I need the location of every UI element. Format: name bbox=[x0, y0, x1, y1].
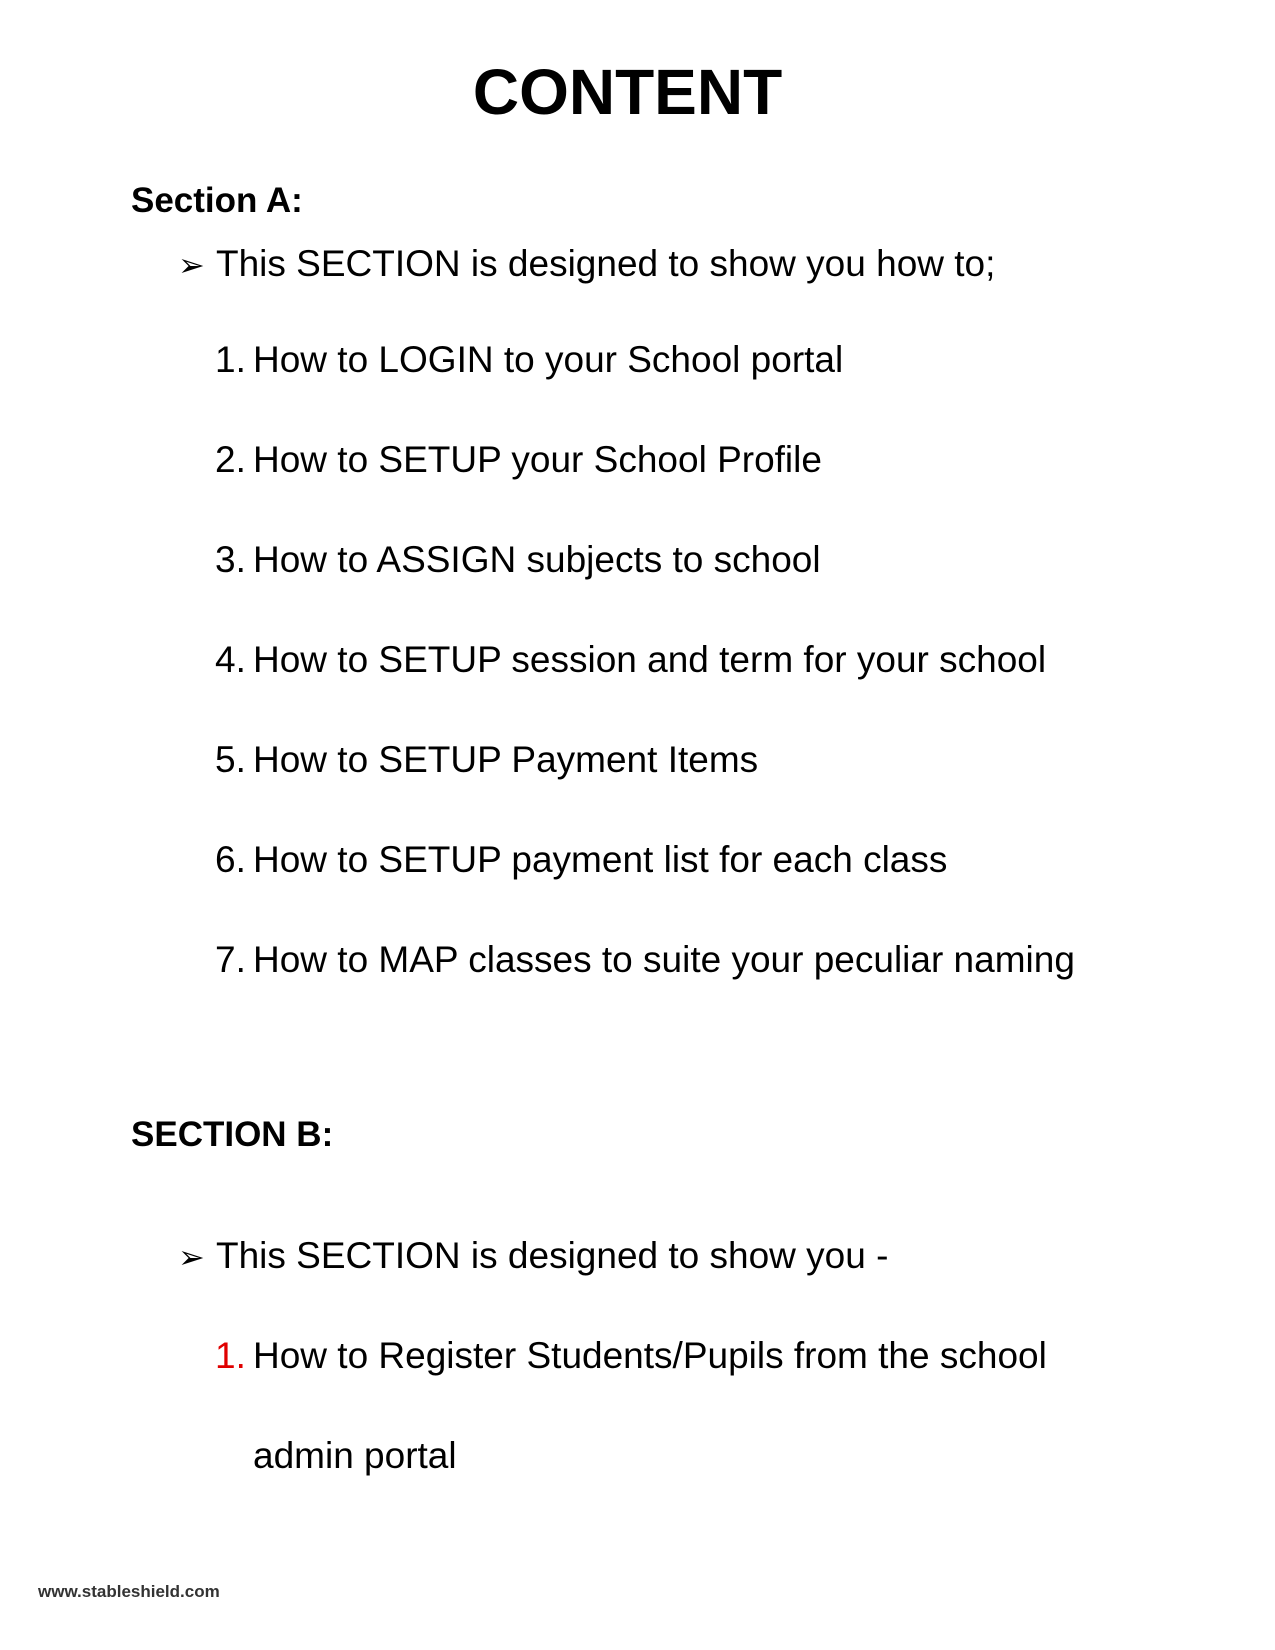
list-item-number: 6. bbox=[215, 839, 246, 880]
list-item-text: How to SETUP your School Profile bbox=[253, 439, 822, 480]
list-item-text: How to SETUP payment list for each class bbox=[253, 839, 948, 880]
list-item-text: How to SETUP Payment Items bbox=[253, 739, 759, 780]
list-item-number: 1. bbox=[215, 1335, 246, 1376]
list-item-number: 4. bbox=[215, 639, 246, 680]
section-b-intro-text: This SECTION is designed to show you - bbox=[216, 1235, 889, 1276]
list-item-number: 3. bbox=[215, 539, 246, 580]
list-item-number: 2. bbox=[215, 439, 246, 480]
list-item-text: How to Register Students/Pupils from the school bbox=[253, 1335, 1047, 1376]
list-item-number: 5. bbox=[215, 739, 246, 780]
list-item-text: How to LOGIN to your School portal bbox=[253, 339, 844, 380]
list-item bbox=[215, 837, 947, 883]
list-item-number: 7. bbox=[215, 939, 246, 980]
list-item bbox=[215, 637, 1046, 683]
section-a-intro bbox=[178, 241, 995, 288]
list-item-text: How to ASSIGN subjects to school bbox=[253, 539, 821, 580]
section-b-intro bbox=[178, 1233, 888, 1280]
list-item-continuation: admin portal bbox=[253, 1435, 457, 1476]
list-item bbox=[215, 537, 821, 583]
list-item-text: How to MAP classes to suite your peculiar naming bbox=[253, 939, 1075, 980]
list-item-number: 1. bbox=[215, 339, 246, 380]
page-title: CONTENT bbox=[472, 56, 783, 128]
list-item bbox=[215, 937, 1075, 983]
section-a-intro-text: This SECTION is designed to show you how to; bbox=[216, 243, 996, 284]
list-item bbox=[215, 337, 843, 383]
list-item-text: How to SETUP session and term for your school bbox=[253, 639, 1047, 680]
section-a-heading: Section A: bbox=[131, 181, 303, 220]
arrow-bullet-icon: ➢ bbox=[178, 247, 205, 283]
footer-website: www.stableshield.com bbox=[38, 1582, 220, 1601]
arrow-bullet-icon: ➢ bbox=[178, 1239, 205, 1275]
list-item bbox=[215, 437, 822, 483]
list-item bbox=[215, 1333, 1047, 1379]
section-b-heading: SECTION B: bbox=[131, 1115, 334, 1154]
list-item bbox=[215, 737, 758, 783]
